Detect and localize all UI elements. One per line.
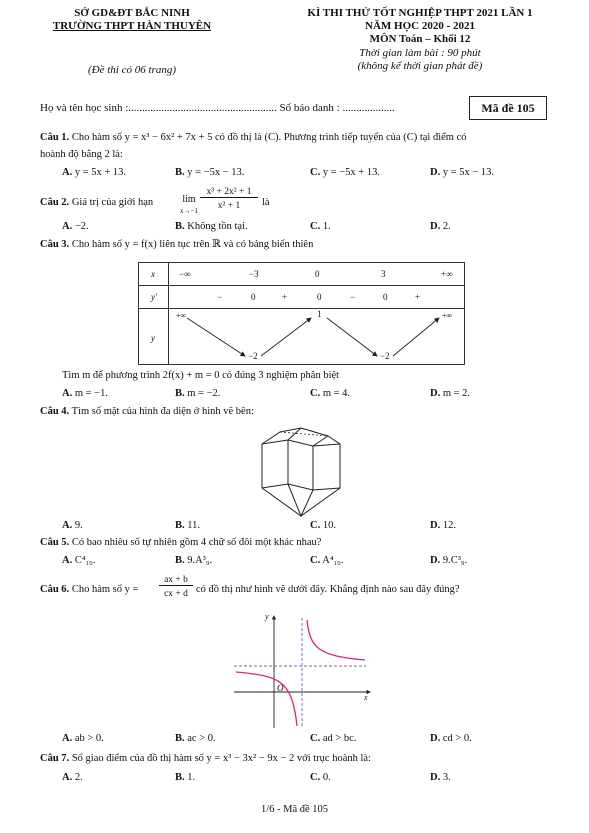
school-name: TRƯỜNG THPT HÀN THUYÊN [52,20,212,32]
question-6 [40,584,138,595]
option-a[interactable]: C⁴₁₀. [74,555,96,566]
exam-title: KÌ THI THỬ TỐT NGHIỆP THPT 2021 LẦN 1 [307,7,533,19]
option-c-label[interactable]: C. [310,555,321,566]
question-6-options [62,733,542,747]
option-b[interactable]: ac > 0. [187,733,216,744]
question-label: Câu 3. [40,239,70,250]
lim-subscript: x→−1 [180,207,198,215]
question-5-options [62,555,542,569]
yprime-sign: + [282,292,288,302]
y-value: −2 [380,351,390,361]
table-x-label: x [151,269,155,279]
variation-arrows [139,308,464,364]
pages-note: (Đề thi có 06 trang) [88,64,176,76]
question-text: Số giao điểm của đồ thị hàm số y = x³ − 3x² − 9x − 2 với trục hoành là: [71,753,371,764]
question-label: Câu 7. [40,753,70,764]
question-1 [40,132,550,143]
duration-note: (không kể thời gian phát đề) [357,60,483,72]
graph-origin-label: O [277,683,284,693]
question-label: Câu 2. [40,197,70,208]
option-c[interactable]: 1. [322,221,331,232]
option-d-label[interactable]: D. [430,555,441,566]
option-d[interactable]: 12. [442,520,456,531]
school-year: NĂM HỌC 2020 - 2021 [365,20,475,32]
option-b-label[interactable]: B. [175,388,185,399]
option-b[interactable]: y = −5x − 13. [187,167,245,178]
hyperbola-graph [230,608,380,732]
fraction-numerator: ax + b [159,575,193,586]
polyhedron-figure [258,424,344,520]
option-b[interactable]: 1. [187,772,196,783]
option-c[interactable]: y = −5x + 13. [322,167,380,178]
yprime-sign: 0 [383,292,388,302]
graph-y-label: y [265,612,269,621]
table-yp-label: y′ [151,292,157,302]
option-a[interactable]: ab > 0. [74,733,104,744]
option-b-label[interactable]: B. [175,167,185,178]
option-d[interactable]: m = 2. [442,388,471,399]
y-value: −2 [248,351,258,361]
option-a-label[interactable]: A. [62,772,73,783]
option-a-label[interactable]: A. [62,733,73,744]
fraction-denominator: cx + d [164,589,188,599]
question-3-cont: Tìm m để phương trình 2f(x) + m = 0 có đúng 3 nghiệm phân biệt [62,370,340,381]
question-text: Cho hàm số y = [71,584,139,595]
question-5 [40,537,321,548]
question-label: Câu 6. [40,584,70,595]
school-dept: SỞ GD&ĐT BẮC NINH [74,7,190,19]
option-b-label[interactable]: B. [175,520,185,531]
subject: MÔN Toán – Khối 12 [369,33,471,45]
option-b-label[interactable]: B. [175,733,185,744]
option-a-label[interactable]: A. [62,221,73,232]
graph-x-label: x [364,693,368,702]
option-a-label[interactable]: A. [62,388,73,399]
option-b-label[interactable]: B. [175,555,185,566]
option-c[interactable]: ad > bc. [322,733,357,744]
option-b[interactable]: Không tồn tại. [187,221,248,232]
option-d-label[interactable]: D. [430,221,441,232]
question-text: Cho hàm số y = x³ − 6x² + 7x + 5 có đồ thị là (C). Phương trình tiếp tuyến của (C) tại điểm có [71,132,467,143]
question-text: Có bao nhiêu số tự nhiên gồm 4 chữ số đôi một khác nhau? [71,537,322,548]
yprime-sign: + [415,292,421,302]
y-value: +∞ [176,311,187,320]
option-d-label[interactable]: D. [430,772,441,783]
option-c[interactable]: 0. [322,772,331,783]
option-c-label[interactable]: C. [310,772,321,783]
fraction-numerator: x³ + 2x² + 1 [200,187,258,198]
option-c[interactable]: 10. [322,520,336,531]
question-text: Giá trị của giới hạn [71,197,154,208]
y-value: +∞ [442,311,453,320]
option-d-label[interactable]: D. [430,733,441,744]
fraction-denominator: x² + 1 [217,201,241,211]
exam-code-box: Mã đề 105 [469,96,547,120]
option-c-label[interactable]: C. [310,167,321,178]
option-a[interactable]: y = 5x + 13. [74,167,127,178]
question-3-options [62,388,542,402]
yprime-sign: − [350,292,356,302]
question-text: Cho hàm số y = f(x) liên tục trên ℝ và có bảng biến thiên [71,239,314,250]
option-c[interactable]: m = 4. [322,388,351,399]
option-a-label[interactable]: A. [62,167,73,178]
question-3 [40,238,313,250]
option-a[interactable]: −2. [74,221,89,232]
question-4-options [62,520,542,534]
option-d[interactable]: y = 5x − 13. [442,167,495,178]
option-b-label[interactable]: B. [175,772,185,783]
yprime-sign: − [217,292,223,302]
yprime-sign: 0 [317,292,322,302]
table-y-label: y [151,333,155,343]
option-b[interactable]: 11. [187,520,201,531]
option-c-label[interactable]: C. [310,733,321,744]
question-4 [40,406,254,417]
question-label: Câu 4. [40,406,70,417]
question-2-post: là [262,197,270,208]
option-d-label[interactable]: D. [430,388,441,399]
option-d[interactable]: 9.C³₉. [442,555,468,566]
option-b[interactable]: 9.A³₉. [187,555,213,566]
question-7 [40,753,371,764]
option-b[interactable]: m = −2. [187,388,221,399]
option-d[interactable]: 2. [442,221,451,232]
option-d-label[interactable]: D. [430,167,441,178]
variation-table [138,262,465,365]
x-value: −∞ [179,269,191,279]
option-d[interactable]: cd > 0. [442,733,472,744]
question-1-cont: hoành độ bằng 2 là: [40,149,123,160]
x-value: −3 [249,269,259,279]
duration: Thời gian làm bài : 90 phút [359,47,481,59]
option-c-label[interactable]: C. [310,388,321,399]
question-1-options [62,167,542,181]
x-value: 0 [315,269,320,279]
x-value: +∞ [441,269,453,279]
question-label: Câu 5. [40,537,70,548]
x-value: 3 [381,269,386,279]
option-c[interactable]: A⁴₁₀. [322,555,344,566]
question-label: Câu 1. [40,132,70,143]
option-a-label[interactable]: A. [62,520,73,531]
question-2-options [62,221,542,235]
option-a[interactable]: 2. [74,772,83,783]
option-d[interactable]: 3. [442,772,451,783]
lim-symbol: lim [182,194,196,205]
option-d-label[interactable]: D. [430,520,441,531]
question-7-options [62,772,542,786]
option-a[interactable]: m = −1. [74,388,108,399]
option-a[interactable]: 9. [74,520,83,531]
question-2 [40,197,153,208]
page-footer: 1/6 - Mã đề 105 [260,804,329,815]
student-info-line: Họ và tên học sinh :...................................................... Số báo danh : ................... [40,102,395,114]
question-6-post: có đồ thị như hình vẽ dưới đây. Khẳng định nào sau đây đúng? [196,584,460,595]
yprime-sign: 0 [251,292,256,302]
question-text: Tìm số mặt của hình đa diện ở hình vẽ bên: [71,406,254,417]
option-c-label[interactable]: C. [310,520,321,531]
option-b-label[interactable]: B. [175,221,185,232]
y-value: 1 [317,309,322,319]
option-a-label[interactable]: A. [62,555,73,566]
option-c-label[interactable]: C. [310,221,321,232]
